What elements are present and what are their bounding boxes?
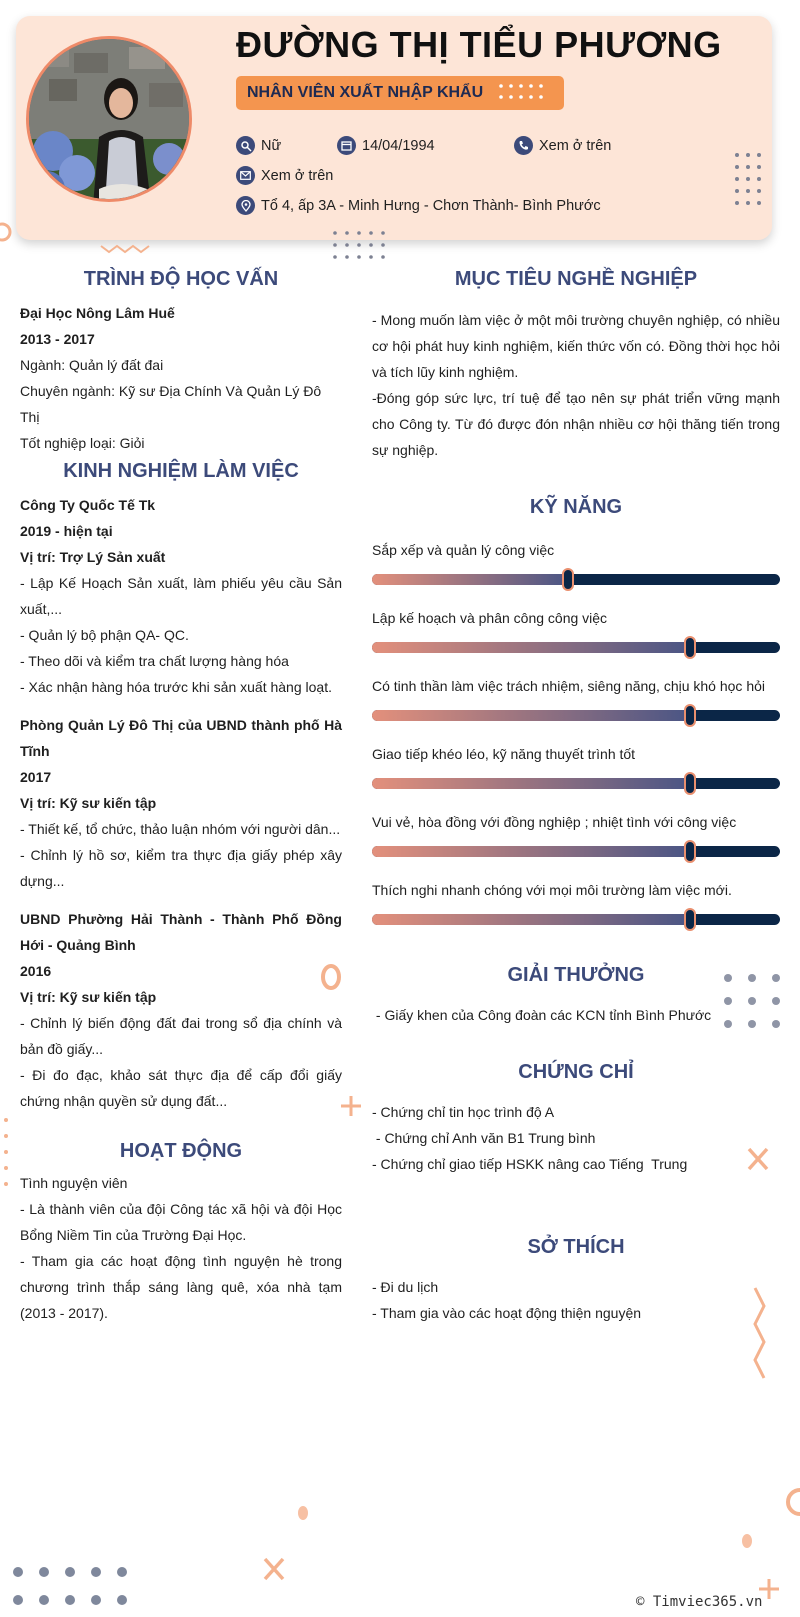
- skill-bar-handle: [684, 772, 696, 795]
- skill-label: Có tinh thần làm việc trách nhiệm, siêng năng, chịu khó học hỏi: [372, 678, 766, 694]
- zigzag-vertical-decoration-icon: [750, 1286, 770, 1386]
- profile-photo-icon: [29, 39, 192, 202]
- hobbies-section: [372, 1274, 780, 1326]
- job-duty: - Quản lý bộ phận QA- QC.: [20, 627, 189, 643]
- job-entry: [20, 712, 342, 894]
- watermark: © Timviec365.vn: [636, 1594, 763, 1610]
- skill-bar-fill: [372, 710, 690, 721]
- hobby-item: - Tham gia vào các hoạt động thiện nguyện: [372, 1305, 642, 1321]
- education-school: Đại Học Nông Lâm Huế: [20, 305, 175, 321]
- email-value: Xem ở trên: [261, 167, 334, 184]
- job-position: Vị trí: Kỹ sư kiến tập: [20, 795, 157, 811]
- dots-row-decoration-icon: [332, 230, 394, 262]
- education-years: 2013 - 2017: [20, 331, 95, 347]
- location-pin-icon: [236, 196, 255, 215]
- skill-bar: [372, 642, 780, 653]
- skill-bar: [372, 914, 780, 925]
- activities-section: [20, 1170, 342, 1326]
- certificates-title: CHỨNG CHỈ: [518, 1061, 634, 1083]
- ring-decoration-icon: [0, 220, 14, 244]
- skill-label: Giao tiếp khéo léo, kỹ năng thuyết trình tốt: [372, 746, 636, 762]
- skill-bar-fill: [372, 642, 690, 653]
- hobbies-title: SỞ THÍCH: [527, 1236, 625, 1258]
- ring-decoration-icon: [782, 1484, 800, 1520]
- job-duty: - Theo dõi và kiểm tra chất lượng hàng hóa: [20, 653, 289, 669]
- activity-line: - Là thành viên của đội Công tác xã hội và đội Học Bổng Niềm Tin của Trường Đại Học.: [20, 1201, 342, 1243]
- job-duty: - Đi đo đạc, khảo sát thực địa để cấp đổi giấy chứng nhận quyền sử dụng đất...: [20, 1067, 342, 1109]
- skill-bar: [372, 574, 780, 585]
- experience-title: KINH NGHIỆM LÀM VIỆC: [63, 460, 299, 482]
- job-company: Công Ty Quốc Tế Tk: [20, 497, 156, 513]
- skill-bar-handle: [562, 568, 574, 591]
- job-duty: - Chỉnh lý biến động đất đai trong sổ địa chính và bản đồ giấy...: [20, 1015, 342, 1057]
- plus-decoration-icon: [340, 1094, 362, 1118]
- address-info: [236, 196, 601, 215]
- skill-bar-fill: [372, 574, 568, 585]
- certificate-item: - Chứng chỉ Anh văn B1 Trung bình: [372, 1130, 596, 1146]
- job-title-badge: [236, 76, 564, 110]
- job-entry: [20, 906, 342, 1114]
- job-duty: - Lập Kế Hoạch Sản xuất, làm phiếu yêu cầu Sản xuất,...: [20, 575, 342, 617]
- envelope-icon: [236, 166, 255, 185]
- certificate-item: - Chứng chỉ giao tiếp HSKK nâng cao Tiếng Trung: [372, 1156, 688, 1172]
- job-company: Phòng Quản Lý Đô Thị của UBND thành phố Hà Tĩnh: [20, 717, 342, 759]
- objective-paragraph: - Mong muốn làm việc ở một môi trường chuyên nghiệp, có nhiều cơ hội phát huy kinh nghiệm, kiến thức vốn có. Đồng thời học hỏi và tích lũy kinh nghiệm.: [372, 312, 780, 380]
- skill-bar: [372, 710, 780, 721]
- activities-title: HOẠT ĐỘNG: [119, 1140, 243, 1162]
- education-specialty: Chuyên ngành: Kỹ sư Địa Chính Và Quản Lý Đô Thị: [20, 383, 322, 425]
- skill-label: Thích nghi nhanh chóng với mọi môi trường làm việc mới.: [372, 882, 732, 898]
- cross-decoration-icon: [746, 1146, 770, 1172]
- oval-decoration-icon: [296, 1504, 310, 1522]
- phone-icon: [514, 136, 533, 155]
- candidate-name: ĐƯỜNG THỊ TIỂU PHƯƠNG: [236, 24, 722, 65]
- skill-label: Vui vẻ, hòa đồng với đồng nghiệp ; nhiệt tình với công việc: [372, 814, 737, 830]
- objective-title: MỤC TIÊU NGHỀ NGHIỆP: [454, 268, 698, 290]
- award-item: - Giấy khen của Công đoàn các KCN tỉnh Bình Phước: [372, 1007, 712, 1023]
- skill-bar-handle: [684, 636, 696, 659]
- dots-grid-decoration-icon: [10, 1564, 134, 1614]
- skill-label: Sắp xếp và quản lý công việc: [372, 542, 555, 558]
- job-position: Vị trí: Trợ Lý Sản xuất: [20, 549, 166, 565]
- address-value: Tổ 4, ấp 3A - Minh Hưng - Chơn Thành- Bình Phước: [261, 197, 601, 214]
- gender-info: [236, 136, 281, 155]
- phone-info: [514, 136, 611, 155]
- gender-value: Nữ: [261, 137, 282, 154]
- job-period: 2019 - hiện tại: [20, 523, 113, 539]
- hobby-item: - Đi du lịch: [372, 1279, 439, 1295]
- certificates-section: [372, 1099, 780, 1177]
- avatar: [26, 36, 192, 202]
- cross-decoration-icon: [262, 1556, 286, 1582]
- experience-section: [20, 492, 342, 1114]
- objective-paragraph: -Đóng góp sức lực, trí tuệ để tạo nên sự phát triển vững mạnh cho Công ty. Từ đó được đón nhận nhiều cơ hội thăng tiến trong sự nghiệp.: [372, 390, 780, 458]
- job-duty: - Thiết kế, tổ chức, thảo luận nhóm với người dân...: [20, 821, 341, 837]
- education-section: [20, 300, 342, 456]
- calendar-icon: [337, 136, 356, 155]
- job-duty: - Chỉnh lý hồ sơ, kiểm tra thực địa giấy phép xây dựng...: [20, 847, 342, 889]
- awards-title: GIẢI THƯỞNG: [507, 964, 645, 986]
- skill-bar-fill: [372, 778, 690, 789]
- dots-decoration-icon: [498, 82, 550, 102]
- oval-decoration-icon: [740, 1532, 754, 1550]
- dots-grid-decoration-icon: [734, 152, 764, 208]
- zigzag-decoration-icon: [100, 244, 152, 254]
- job-entry: [20, 492, 342, 700]
- certificate-item: - Chứng chỉ tin học trình độ A: [372, 1104, 555, 1120]
- skills-title: KỸ NĂNG: [529, 496, 623, 518]
- email-info: [236, 166, 333, 185]
- gender-icon: [236, 136, 255, 155]
- dots-column-decoration-icon: [0, 1116, 12, 1192]
- awards-section: [372, 1002, 780, 1028]
- skill-bar-fill: [372, 846, 690, 857]
- skill-bar-handle: [684, 840, 696, 863]
- skill-bar-fill: [372, 914, 690, 925]
- activity-line: Tình nguyện viên: [20, 1175, 128, 1191]
- skill-bar: [372, 846, 780, 857]
- skill-bar-handle: [684, 908, 696, 931]
- job-company: UBND Phường Hải Thành - Thành Phố Đồng Hới - Quảng Bình: [20, 911, 342, 953]
- skill-bar-handle: [684, 704, 696, 727]
- job-title-text: NHÂN VIÊN XUẤT NHẬP KHẨU: [247, 84, 484, 101]
- job-position: Vị trí: Kỹ sư kiến tập: [20, 989, 157, 1005]
- education-title: TRÌNH ĐỘ HỌC VẤN: [83, 268, 279, 290]
- education-grade: Tốt nghiệp loại: Giỏi: [20, 435, 145, 451]
- skill-label: Lập kế hoạch và phân công công việc: [372, 610, 608, 626]
- phone-value: Xem ở trên: [539, 137, 612, 154]
- skill-bar: [372, 778, 780, 789]
- objective-section: [372, 307, 780, 463]
- activity-line: - Tham gia các hoạt động tình nguyện hè trong chương trình thắp sáng làng quê, xóa nhà tạm (2013 - 2017).: [20, 1253, 342, 1321]
- dots-grid-decoration-icon: [722, 972, 792, 1032]
- education-major: Ngành: Quản lý đất đai: [20, 357, 164, 373]
- birthday-info: [337, 136, 435, 155]
- job-period: 2017: [20, 769, 52, 785]
- ring-decoration-icon: [318, 962, 344, 992]
- job-period: 2016: [20, 963, 52, 979]
- job-duty: - Xác nhận hàng hóa trước khi sản xuất hàng loạt.: [20, 679, 332, 695]
- birthday-value: 14/04/1994: [362, 137, 435, 154]
